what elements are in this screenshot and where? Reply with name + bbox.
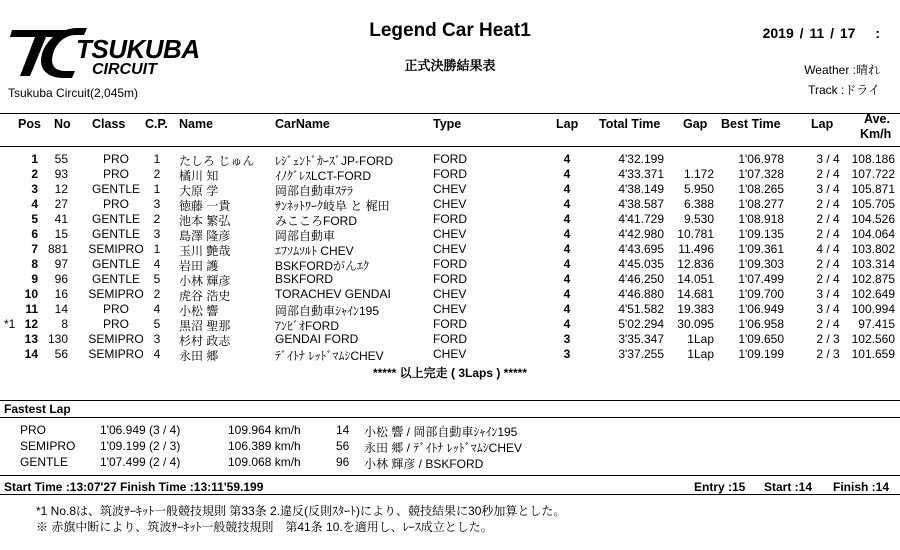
cell-no: 55 — [54, 152, 68, 166]
cell-carname: ｱﾝﾋﾞｵFORD — [275, 319, 339, 333]
cell-no: 881 — [47, 242, 68, 256]
col-no: No — [54, 117, 71, 131]
fl-class: SEMIPRO — [20, 439, 76, 453]
cell-name: 小林 輝彦 — [179, 274, 231, 288]
cell-carname: GENDAI FORD — [275, 332, 359, 346]
cell-best-time: 1'09.361 — [738, 242, 784, 256]
cell-best-lap: 3 / 4 — [816, 302, 840, 316]
fastest-title-rule — [0, 417, 900, 418]
finish-note: ***** 以上完走 ( 3Laps ) ***** — [372, 366, 528, 380]
cell-best-lap: 2 / 4 — [816, 197, 840, 211]
cell-name: 永田 郷 — [179, 349, 219, 363]
cell-ave: 105.871 — [851, 182, 895, 196]
cell-total-time: 3'37.255 — [618, 347, 664, 361]
table-row — [0, 212, 900, 227]
cell-lap: 4 — [563, 302, 571, 316]
cell-gap: 5.950 — [683, 182, 714, 196]
cell-lap: 4 — [563, 272, 571, 286]
table-header-rule — [0, 146, 900, 147]
cell-gap: 14.681 — [677, 287, 714, 301]
cell-name: たしろ じゅん — [179, 154, 255, 168]
cell-class: SEMIPRO — [88, 287, 144, 301]
cell-class: GENTLE — [91, 272, 140, 286]
fl-no: 56 — [336, 439, 350, 453]
cell-best-lap: 2 / 3 — [816, 347, 840, 361]
cell-best-time: 1'06.978 — [738, 152, 784, 166]
cell-lap: 4 — [563, 317, 571, 331]
cell-cp: 2 — [153, 167, 161, 181]
fl-time: 1'07.499 (2 / 4) — [100, 455, 181, 469]
cell-pos: 8 — [31, 257, 38, 271]
page-subtitle: 正式決勝結果表 — [404, 58, 496, 73]
fastest-top-rule — [0, 400, 900, 401]
cell-type: FORD — [433, 317, 467, 331]
cell-best-time: 1'06.958 — [738, 317, 784, 331]
cell-lap: 4 — [563, 227, 571, 241]
cell-total-time: 4'45.035 — [618, 257, 664, 271]
cell-cp: 3 — [153, 197, 161, 211]
cell-total-time: 4'46.880 — [618, 287, 664, 301]
cell-no: 12 — [54, 182, 68, 196]
cell-best-lap: 2 / 4 — [816, 167, 840, 181]
cell-cp: 1 — [153, 182, 161, 196]
cell-type: FORD — [433, 167, 467, 181]
cell-ave: 101.659 — [851, 347, 895, 361]
cell-lap: 4 — [563, 152, 571, 166]
cell-type: FORD — [433, 257, 467, 271]
cell-type: CHEV — [433, 287, 467, 301]
cell-total-time: 4'38.587 — [618, 197, 664, 211]
footer-bottom-rule — [0, 494, 900, 495]
cell-pos: 12 — [24, 317, 38, 331]
cell-type: FORD — [433, 152, 467, 166]
cell-ave: 103.314 — [851, 257, 895, 271]
entry-count: Entry :15 — [694, 480, 746, 494]
cell-total-time: 4'33.371 — [618, 167, 664, 181]
cell-carname: ｻﾝﾈｯﾄﾜｰｸ岐阜 と 梶田 — [275, 199, 390, 213]
cell-cp: 5 — [153, 272, 161, 286]
cell-best-time: 1'07.328 — [738, 167, 784, 181]
logo-text-circuit: CIRCUIT — [92, 61, 157, 78]
cell-name: 岩田 護 — [179, 259, 219, 273]
cell-type: CHEV — [433, 242, 467, 256]
fl-speed: 109.964 km/h — [228, 423, 301, 437]
fastest-lap-title: Fastest Lap — [4, 402, 71, 416]
cell-lap: 4 — [563, 167, 571, 181]
cell-name: 杉村 政志 — [179, 334, 231, 348]
col-gap: Gap — [683, 117, 708, 131]
race-date: 2019 / 11 / 17 : — [762, 25, 880, 41]
cell-cp: 4 — [153, 302, 161, 316]
cell-lap: 4 — [563, 242, 571, 256]
cell-cp: 4 — [153, 257, 161, 271]
cell-lap: 4 — [563, 197, 571, 211]
table-row — [0, 257, 900, 272]
cell-best-time: 1'06.949 — [738, 302, 784, 316]
cell-name: 徳藤 一貴 — [179, 199, 231, 213]
col-class: Class — [92, 117, 126, 131]
cell-ave: 107.722 — [851, 167, 895, 181]
fl-class: GENTLE — [20, 455, 69, 469]
cell-total-time: 4'42.980 — [618, 227, 664, 241]
cell-total-time: 5'02.294 — [618, 317, 664, 331]
col-lap: Lap — [556, 117, 579, 131]
cell-carname: BSKFORD — [275, 272, 334, 286]
table-row — [0, 287, 900, 302]
cell-best-time: 1'07.499 — [738, 272, 784, 286]
cell-total-time: 4'41.729 — [618, 212, 664, 226]
cell-gap: 1Lap — [687, 332, 714, 346]
cell-lap: 4 — [563, 287, 571, 301]
start-count: Start :14 — [764, 480, 813, 494]
cell-gap: 19.383 — [677, 302, 714, 316]
cell-name: 大原 学 — [179, 184, 219, 198]
cell-ave: 104.526 — [851, 212, 895, 226]
cell-no: 27 — [54, 197, 68, 211]
cell-carname: ｴﾌｿﾑｿﾙﾄ CHEV — [275, 244, 354, 258]
cell-no: 93 — [54, 167, 68, 181]
cell-pos: 11 — [25, 302, 38, 316]
fl-time: 1'09.199 (2 / 3) — [100, 439, 181, 453]
cell-class: SEMIPRO — [88, 347, 144, 361]
table-row — [0, 182, 900, 197]
cell-carname: TORACHEV GENDAI — [275, 287, 391, 301]
cell-ave: 100.994 — [851, 302, 895, 316]
cell-ave: 102.649 — [851, 287, 895, 301]
cell-best-lap: 4 / 4 — [816, 242, 840, 256]
cell-best-lap: 2 / 4 — [816, 227, 840, 241]
cell-best-time: 1'09.135 — [738, 227, 784, 241]
cell-no: 15 — [54, 227, 68, 241]
cell-ave: 103.802 — [851, 242, 895, 256]
cell-class: GENTLE — [91, 257, 140, 271]
fl-driver: 小松 響 / 岡部自動車ｼｬｲﾝ195 — [364, 425, 518, 439]
cell-gap: 9.530 — [683, 212, 714, 226]
cell-ave: 102.875 — [851, 272, 895, 286]
cell-cp: 2 — [153, 212, 161, 226]
cell-lap: 3 — [563, 332, 571, 346]
cell-no: 16 — [54, 287, 68, 301]
circuit-name: Tsukuba Circuit(2,045m) — [8, 86, 139, 100]
cell-name: 虎谷 浩史 — [179, 289, 231, 303]
cell-no: 41 — [54, 212, 68, 226]
cell-carname: BSKFORDがんｴｸ — [275, 259, 370, 273]
cell-total-time: 4'32.199 — [618, 152, 664, 166]
cell-pos: 14 — [24, 347, 38, 361]
cell-gap: 6.388 — [683, 197, 714, 211]
cell-best-lap: 3 / 4 — [816, 182, 840, 196]
cell-gap: 30.095 — [677, 317, 714, 331]
cell-best-lap: 3 / 4 — [816, 152, 840, 166]
cell-name: 小松 響 — [179, 304, 219, 318]
fl-driver: 小林 輝彦 / BSKFORD — [364, 457, 484, 471]
col-best-lap: Lap — [811, 117, 834, 131]
cell-name: 橘川 知 — [179, 169, 219, 183]
cell-class: PRO — [102, 167, 129, 181]
cell-pos: 2 — [31, 167, 38, 181]
cell-type: FORD — [433, 332, 467, 346]
cell-pos: 9 — [31, 272, 38, 286]
cell-class: PRO — [102, 317, 129, 331]
col-type: Type — [433, 117, 462, 131]
cell-type: CHEV — [433, 227, 467, 241]
cell-pos: 4 — [31, 197, 38, 211]
col-kmh: Km/h — [860, 127, 892, 141]
fl-no: 14 — [336, 423, 350, 437]
cell-best-time: 1'08.918 — [738, 212, 784, 226]
table-top-rule — [0, 113, 900, 114]
cell-gap: 1.172 — [683, 167, 714, 181]
table-row — [0, 227, 900, 242]
table-row — [0, 272, 900, 287]
cell-type: FORD — [433, 212, 467, 226]
col-carname: CarName — [275, 117, 330, 131]
fl-speed: 109.068 km/h — [228, 455, 301, 469]
footer-top-rule — [0, 475, 900, 476]
cell-cp: 5 — [153, 317, 161, 331]
cell-class: GENTLE — [91, 182, 140, 196]
col-best-time: Best Time — [721, 117, 781, 131]
cell-class: PRO — [102, 302, 129, 316]
cell-no: 97 — [54, 257, 68, 271]
cell-best-time: 1'09.199 — [738, 347, 784, 361]
cell-name: 島澤 隆彦 — [179, 229, 231, 243]
cell-pos: 7 — [31, 242, 38, 256]
cell-best-time: 1'09.303 — [738, 257, 784, 271]
cell-total-time: 4'43.695 — [618, 242, 664, 256]
cell-type: CHEV — [433, 197, 467, 211]
table-row — [0, 302, 900, 317]
cell-best-lap: 3 / 4 — [816, 287, 840, 301]
cell-total-time: 4'46.250 — [618, 272, 664, 286]
fl-no: 96 — [336, 455, 350, 469]
cell-gap: 10.781 — [677, 227, 714, 241]
cell-cp: 3 — [153, 332, 161, 346]
col-ave: Ave. — [864, 112, 890, 126]
cell-cp: 1 — [153, 242, 161, 256]
cell-ave: 108.186 — [851, 152, 895, 166]
cell-class: PRO — [102, 152, 129, 166]
cell-carname: 岡部自動車ｽﾃﾗ — [275, 184, 354, 198]
cell-carname: 岡部自動車 — [275, 229, 336, 243]
cell-no: 8 — [61, 317, 68, 331]
cell-type: CHEV — [433, 182, 467, 196]
cell-carname: ﾃﾞｲﾄﾅ ﾚｯﾄﾞﾏﾑｼCHEV — [275, 349, 384, 363]
fl-driver: 永田 郷 / ﾃﾞｲﾄﾅ ﾚｯﾄﾞﾏﾑｼCHEV — [364, 441, 523, 455]
cell-best-lap: 2 / 3 — [816, 332, 840, 346]
cell-no: 96 — [54, 272, 68, 286]
cell-pos: 6 — [31, 227, 38, 241]
col-name: Name — [179, 117, 214, 131]
cell-total-time: 3'35.347 — [618, 332, 664, 346]
finish-time: Finish Time :13:11'59.199 — [120, 480, 264, 494]
cell-lap: 4 — [563, 257, 571, 271]
cell-cp: 3 — [153, 227, 161, 241]
cell-pos: 13 — [24, 332, 38, 346]
col-pos: Pos — [18, 117, 41, 131]
cell-best-time: 1'09.650 — [738, 332, 784, 346]
cell-best-time: 1'09.700 — [738, 287, 784, 301]
col-total-time: Total Time — [599, 117, 661, 131]
cell-mark: *1 — [4, 317, 16, 331]
finish-count: Finish :14 — [833, 480, 890, 494]
table-row — [0, 152, 900, 167]
table-row — [0, 332, 900, 347]
cell-ave: 104.064 — [851, 227, 895, 241]
cell-carname: みこころFORD — [275, 214, 357, 228]
cell-pos: 5 — [31, 212, 38, 226]
cell-class: SEMIPRO — [88, 332, 144, 346]
cell-cp: 1 — [153, 152, 161, 166]
col-cp: C.P. — [145, 117, 168, 131]
cell-ave: 102.560 — [851, 332, 895, 346]
track-label: Track :ドライ — [808, 83, 880, 97]
fl-speed: 106.389 km/h — [228, 439, 301, 453]
cell-best-lap: 2 / 4 — [816, 317, 840, 331]
cell-name: 黒沼 聖那 — [179, 319, 231, 333]
cell-gap: 14.051 — [677, 272, 714, 286]
cell-gap: 12.836 — [677, 257, 714, 271]
cell-no: 14 — [54, 302, 68, 316]
table-row — [0, 347, 900, 362]
cell-carname: 岡部自動車ｼｬｲﾝ195 — [275, 304, 380, 318]
table-row — [0, 317, 900, 332]
cell-class: GENTLE — [91, 212, 140, 226]
cell-cp: 2 — [153, 287, 161, 301]
cell-total-time: 4'38.149 — [618, 182, 664, 196]
cell-class: SEMIPRO — [88, 242, 144, 256]
cell-best-lap: 2 / 4 — [816, 212, 840, 226]
cell-best-time: 1'08.265 — [738, 182, 784, 196]
note-2: ※ 赤旗中断により、筑波ｻｰｷｯﾄ一般競技規則 第41条 10.を適用し、ﾚｰｽ成立とした。 — [36, 520, 493, 534]
cell-type: CHEV — [433, 347, 467, 361]
cell-lap: 4 — [563, 212, 571, 226]
table-row — [0, 197, 900, 212]
cell-carname: ｲﾉｸﾞﾚｽLCT-FORD — [275, 169, 372, 183]
cell-class: GENTLE — [91, 227, 140, 241]
cell-cp: 4 — [153, 347, 161, 361]
cell-no: 130 — [47, 332, 68, 346]
fl-time: 1'06.949 (3 / 4) — [100, 423, 181, 437]
cell-name: 玉川 艶哉 — [179, 244, 231, 258]
note-1: *1 No.8は、筑波ｻｰｷｯﾄ一般競技規則 第33条 2.違反(反則ｽﾀｰﾄ)により、競技結果に30秒加算とした。 — [36, 504, 566, 518]
weather-label: Weather :晴れ — [804, 63, 880, 77]
cell-pos: 1 — [31, 152, 38, 166]
table-row — [0, 242, 900, 257]
cell-no: 56 — [54, 347, 68, 361]
cell-best-time: 1'08.277 — [738, 197, 784, 211]
start-time: Start Time :13:07'27 — [4, 480, 117, 494]
cell-pos: 10 — [24, 287, 38, 301]
cell-best-lap: 2 / 4 — [816, 257, 840, 271]
cell-best-lap: 2 / 4 — [816, 272, 840, 286]
logo-text-tsukuba: TSUKUBA — [76, 34, 200, 64]
cell-total-time: 4'51.582 — [618, 302, 664, 316]
cell-type: CHEV — [433, 302, 467, 316]
cell-gap: 11.496 — [678, 242, 714, 256]
table-row — [0, 167, 900, 182]
cell-pos: 3 — [31, 182, 38, 196]
page-title: Legend Car Heat1 — [369, 20, 531, 41]
cell-carname: ﾚｼﾞｪﾝﾄﾞｶｰｽﾞJP-FORD — [275, 154, 393, 168]
cell-class: PRO — [102, 197, 129, 211]
cell-ave: 97.415 — [858, 317, 895, 331]
cell-lap: 3 — [563, 347, 571, 361]
cell-gap: 1Lap — [687, 347, 714, 361]
cell-ave: 105.705 — [851, 197, 895, 211]
fl-class: PRO — [20, 423, 47, 437]
cell-type: FORD — [433, 272, 467, 286]
cell-lap: 4 — [563, 182, 571, 196]
cell-name: 池本 繁弘 — [179, 214, 231, 228]
